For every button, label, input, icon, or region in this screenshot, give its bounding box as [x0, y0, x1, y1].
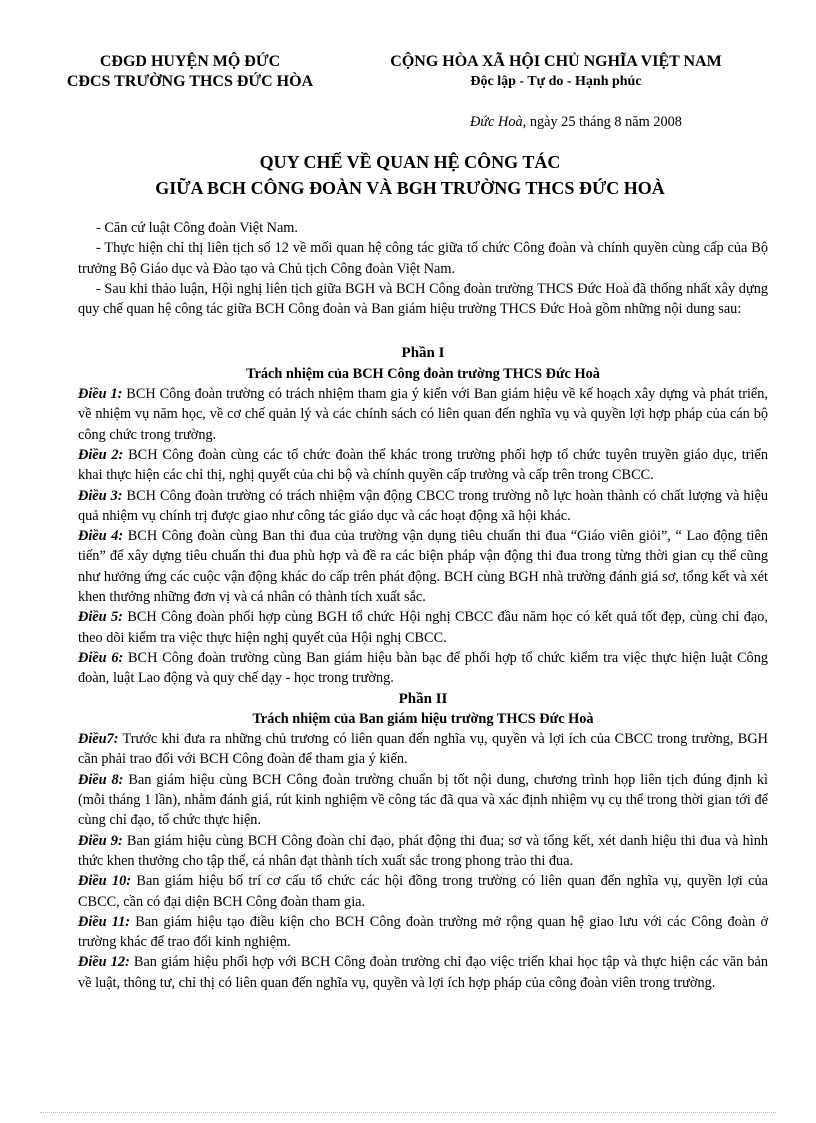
national-motto: Độc lập - Tự do - Hạnh phúc [470, 74, 642, 89]
article [78, 445, 768, 486]
header-org-line1: CĐGD HUYỆN MỘ ĐỨC [99, 53, 281, 70]
document-body [78, 218, 768, 993]
article [78, 526, 768, 607]
article-text: Ban giám hiệu tạo điều kiện cho BCH Công đoàn trường mở rộng quan hệ giao lưu với các Công đoàn ở trường khác để trao đổi kinh nghiệm. [78, 913, 769, 951]
article [78, 648, 768, 689]
article-label: Điều 12: [78, 954, 130, 971]
article-text: Ban giám hiệu phối hợp với BCH Công đoàn trường chỉ đạo việc triển khai học tập và thực hiện các văn bản về luật, thông tư, chỉ thị có liên quan đến nghĩa vụ, quyền và lợi ích hợp pháp của công đoàn viên trong trường. [78, 954, 768, 991]
date-line [470, 114, 682, 131]
title-line2: GIỮA BCH CÔNG ĐOÀN VÀ BGH TRƯỜNG THCS ĐỨC HOÀ [155, 178, 665, 198]
article [78, 871, 768, 912]
article-text: Trước khi đưa ra những chủ trương có liên quan đến nghĩa vụ, quyền và lợi ích của CBCC trong trường, BGH cần phải trao đổi với BCH Công đoàn để tham gia ý kiến. [78, 731, 768, 768]
header-org-line2: CĐCS TRƯỜNG THCS ĐỨC HÒA [66, 73, 314, 90]
article [78, 831, 768, 872]
article-label: Điều 11: [78, 913, 131, 930]
preamble-item: - Căn cứ luật Công đoàn Việt Nam. [96, 220, 298, 236]
article-label: Điều 9: [78, 832, 123, 849]
part1-heading: Phần I [401, 345, 445, 362]
article [78, 952, 768, 993]
date-text: , ngày 25 tháng 8 năm 2008 [522, 114, 682, 130]
article-text: Ban giám hiệu cùng BCH Công đoàn trường chuẩn bị tốt nội dung, chương trình họp liên tịch đúng định kì (mỗi tháng 1 lần), nhằm đánh giá, rút kinh nghiệm về công tác đã qua và xác định nhiệm vụ cụ thể trong thời gian tới để cùng chỉ đạo, tổ chức thực hiện. [78, 771, 769, 829]
article-text: BCH Công đoàn trường có trách nhiệm tham gia ý kiến với Ban giám hiệu về kế hoạch xây dựng và phát triển, về nhiệm vụ năm học, về cơ chế quản lý và các chính sách có liên quan đến nghĩa vụ và quyền lợi hợp pháp của cán bộ công chức trong trường. [78, 386, 768, 443]
article [78, 912, 768, 953]
article-text: BCH Công đoàn phối hợp cùng BGH tổ chức Hội nghị CBCC đầu năm học có kết quả tốt đẹp, cùng chỉ đạo, theo dõi kiểm tra việc thực hiện nghị quyết của Hội nghị CBCC. [78, 609, 769, 646]
title-line1: QUY CHẾ VỀ QUAN HỆ CÔNG TÁC [259, 152, 561, 172]
article-label: Điều 3: [78, 487, 123, 504]
article-text: BCH Công đoàn trường cùng Ban giám hiệu bàn bạc để phối hợp tổ chức kiểm tra việc thực hiện luật Công đoàn, luật Lao động và quy chế dạy - học trong trường. [78, 649, 769, 687]
preamble-item: - Sau khi thảo luận, Hội nghị liên tịch giữa BGH và BCH Công đoàn trường THCS Đức Hoà đã thống nhất xây dựng quy chế quan hệ công tác giữa BCH Công đoàn và Ban giám hiệu trường THCS Đức Hoà gồm những nội dung sau: [78, 280, 768, 318]
article-text: BCH Công đoàn cùng Ban thi đua của trường vận dụng tiêu chuẩn thi đua “Giáo viên giỏi”, “ Lao động tiên tiến” để xây dựng tiêu chuẩn thi đua phù hợp và đề ra các biện pháp vận động thi đua trong từng thời gian cụ thể cũng như hưởng ứng các cuộc vận động khác do cấp trên phát động. BCH cùng BGH nhà trường đánh giá sơ, tổng kết và xét khen thưởng những đơn vị và cá nhân có thành tích xuất sắc. [78, 528, 768, 606]
header-right [372, 52, 740, 92]
article [78, 729, 768, 770]
article-text: Ban giám hiệu cùng BCH Công đoàn chỉ đạo, phát động thi đua; sơ và tổng kết, xét danh hiệu thi đua và hình thức khen thưởng cho tập thể, cá nhân đạt thành tích xuất sắc trong phong trào thi đua. [78, 832, 769, 869]
date-place: Đức Hoà [470, 114, 523, 130]
article-label: Điều 6: [78, 649, 124, 666]
part2-title: Trách nhiệm của Ban giám hiệu trường THCS Đức Hoà [252, 710, 594, 727]
article [78, 384, 768, 445]
article-label: Điều 5: [78, 609, 123, 626]
article-label: Điều 1: [78, 386, 123, 403]
article-label: Điều 2: [78, 446, 124, 463]
article [78, 486, 768, 527]
article-label: Điều 10: [78, 873, 132, 890]
article [78, 607, 768, 648]
preamble-item: - Thực hiện chỉ thị liên tịch số 12 về mối quan hệ công tác giữa tổ chức Công đoàn và chính quyền cùng cấp của Bộ trưởng Bộ Giáo dục và Đào tạo và Chủ tịch Công đoàn Việt Nam. [78, 240, 768, 277]
national-title: CỘNG HÒA XÃ HỘI CHỦ NGHĨA VIỆT NAM [390, 53, 722, 70]
article-label: Điều 4: [78, 528, 124, 545]
article-label: Điều 8: [78, 771, 124, 788]
article-label: Điều7: [78, 731, 119, 748]
part1-title: Trách nhiệm của BCH Công đoàn trường THCS Đức Hoà [246, 365, 600, 382]
header-left [60, 52, 320, 92]
part2-heading: Phần II [398, 690, 448, 707]
article-text: Ban giám hiệu bố trí cơ cấu tổ chức các hội đồng trong trường có liên quan đến nghĩa vụ, quyền lợi của CBCC, cần có đại diện BCH Công đoàn tham gia. [78, 873, 768, 910]
page-bottom-divider [40, 1112, 776, 1113]
article-text: BCH Công đoàn cùng các tổ chức đoàn thể khác trong trường phối hợp tổ chức tuyên truyền giáo dục, triển khai thực hiện các chỉ thị, nghị quyết của chi bộ và chính quyền cấp trường và cấp trên trong CBCC. [78, 446, 768, 484]
document-title [80, 149, 740, 201]
article [78, 770, 768, 831]
article-text: BCH Công đoàn trường có trách nhiệm vận động CBCC trong trường nỗ lực hoàn thành có chất lượng và hiệu quả nhiệm vụ chính trị được giao như công tác giáo dục và các hoạt động xã hội khác. [78, 487, 768, 524]
